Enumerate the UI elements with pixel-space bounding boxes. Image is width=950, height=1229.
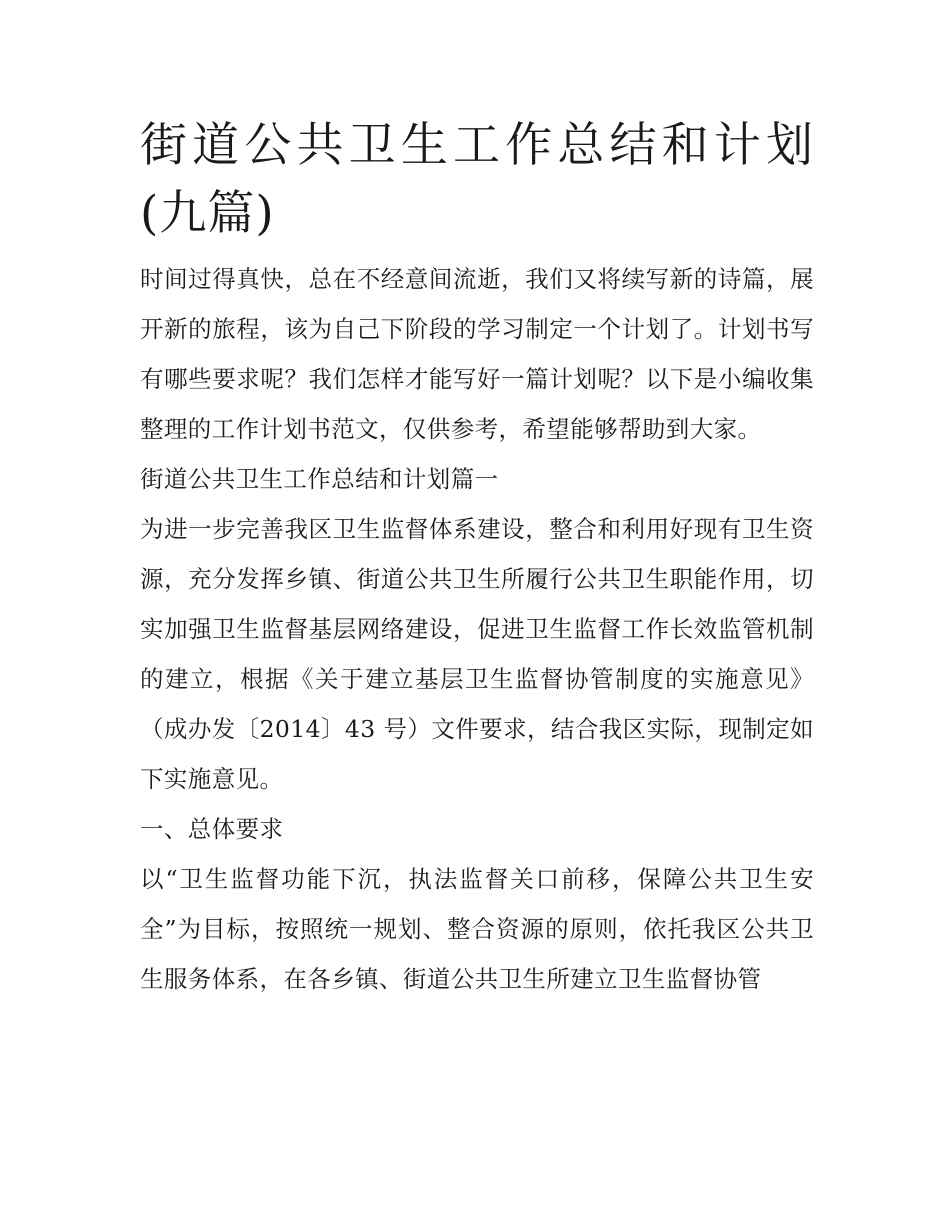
subheading-paragraph: 以“卫生监督功能下沉，执法监督关口前移，保障公共卫生安全”为目标，按照统一规划、整合资源的原则，依托我区公共卫生服务体系，在各乡镇、街道公共卫生所建立卫生监督协管 [140, 865, 814, 993]
document-title: 街道公共卫生工作总结和计划(九篇) [140, 118, 814, 241]
section-title: 街道公共卫生工作总结和计划篇一 [140, 465, 499, 493]
subheading: 一、总体要求 [140, 815, 284, 843]
document-content [140, 112, 814, 1004]
section-paragraph: 为进一步完善我区卫生监督体系建设，整合和利用好现有卫生资源，充分发挥乡镇、街道公共卫生所履行公共卫生职能作用，切实加强卫生监督基层网络建设，促进卫生监督工作长效监管机制的建立，根据《关于建立基层卫生监督协管制度的实施意见》（成办发〔2014〕43 号）文件要求，结合我区实际，现制定如下实施意见。 [140, 515, 814, 793]
intro-paragraph: 时间过得真快，总在不经意间流逝，我们又将续写新的诗篇，展开新的旅程，该为自己下阶段的学习制定一个计划了。计划书写有哪些要求呢？我们怎样才能写好一篇计划呢？以下是小编收集整理的工作计划书范文，仅供参考，希望能够帮助到大家。 [140, 265, 814, 443]
